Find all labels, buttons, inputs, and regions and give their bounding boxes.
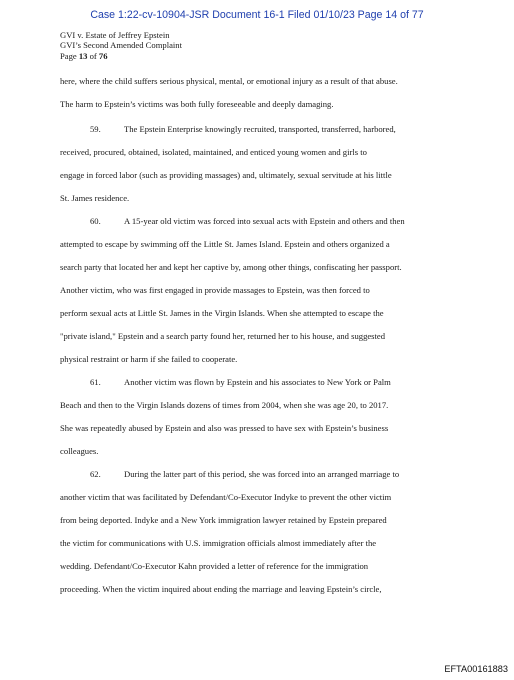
text-line: "private island," Epstein and a search party found her, returned her to his house, and suggested	[60, 331, 386, 341]
text-line: another victim that was facilitated by Defendant/Co-Executor Indyke to prevent the other victim	[60, 492, 392, 502]
text-line: physical restraint or harm if she failed to cooperate.	[60, 354, 238, 364]
text-line: Another victim was flown by Epstein and his associates to New York or Palm	[124, 377, 391, 387]
caption-case-name: GVI v. Estate of Jeffrey Epstein	[60, 30, 170, 40]
text-line: attempted to escape by swimming off the Little St. James Island. Epstein and others organized a	[60, 239, 390, 249]
text-line: perform sexual acts at Little St. James in the Virgin Islands. When she attempted to escape the	[60, 308, 384, 318]
document-caption	[60, 30, 182, 61]
caption-document-title: GVI’s Second Amended Complaint	[60, 40, 182, 51]
text-line: During the latter part of this period, she was forced into an arranged marriage to	[124, 469, 400, 479]
text-line: A 15-year old victim was forced into sexual acts with Epstein and others and then	[124, 216, 405, 226]
text-line: proceeding. When the victim inquired about ending the marriage and leaving Epstein’s circle,	[60, 584, 382, 594]
text-line: received, procured, obtained, isolated, maintained, and enticed young women and girls to	[60, 147, 367, 157]
paragraph-number: 62.	[90, 469, 101, 479]
text-line: here, where the child suffers serious physical, mental, or emotional injury as a result of that abuse.	[60, 76, 398, 86]
text-line: wedding. Defendant/Co-Executor Kahn provided a letter of reference for the immigration	[60, 561, 369, 571]
text-line: the victim for communications with U.S. immigration officials almost immediately after the	[60, 538, 377, 548]
paragraph-number: 59.	[90, 124, 101, 134]
page-total: 76	[98, 50, 108, 61]
caption-page-number	[60, 51, 182, 61]
page-prefix: Page	[60, 50, 79, 61]
text-line: Another victim, who was first engaged in provide massages to Epstein, was then forced to	[60, 285, 370, 295]
page-current: 13	[78, 50, 88, 61]
case-header: Case 1:22-cv-10904-JSR Document 16-1 Filed 01/10/23 Page 14 of 77	[90, 9, 424, 21]
text-line: The harm to Epstein’s victims was both fully foreseeable and deeply damaging.	[60, 99, 334, 109]
text-line: Beach and then to the Virgin Islands dozens of times from 2004, when she was age 20, to 2017.	[60, 400, 389, 410]
text-line: from being deported. Indyke and a New York immigration lawyer retained by Epstein prepared	[60, 515, 387, 525]
paragraph-number: 60.	[90, 216, 101, 226]
bates-number: EFTA00161883	[444, 664, 508, 674]
text-line: St. James residence.	[60, 193, 130, 203]
page-of: of	[87, 50, 99, 61]
text-line: She was repeatedly abused by Epstein and also was pressed to have sex with Epstein’s business	[60, 423, 389, 433]
paragraph-number: 61.	[90, 377, 101, 387]
text-line: colleagues.	[60, 446, 99, 456]
text-line: The Epstein Enterprise knowingly recruited, transported, transferred, harbored,	[124, 124, 396, 134]
text-line: search party that located her and kept her captive by, among other things, confiscating her passport.	[60, 262, 402, 272]
text-line: engage in forced labor (such as providing massages) and, ultimately, sexual servitude at his little	[60, 170, 392, 180]
